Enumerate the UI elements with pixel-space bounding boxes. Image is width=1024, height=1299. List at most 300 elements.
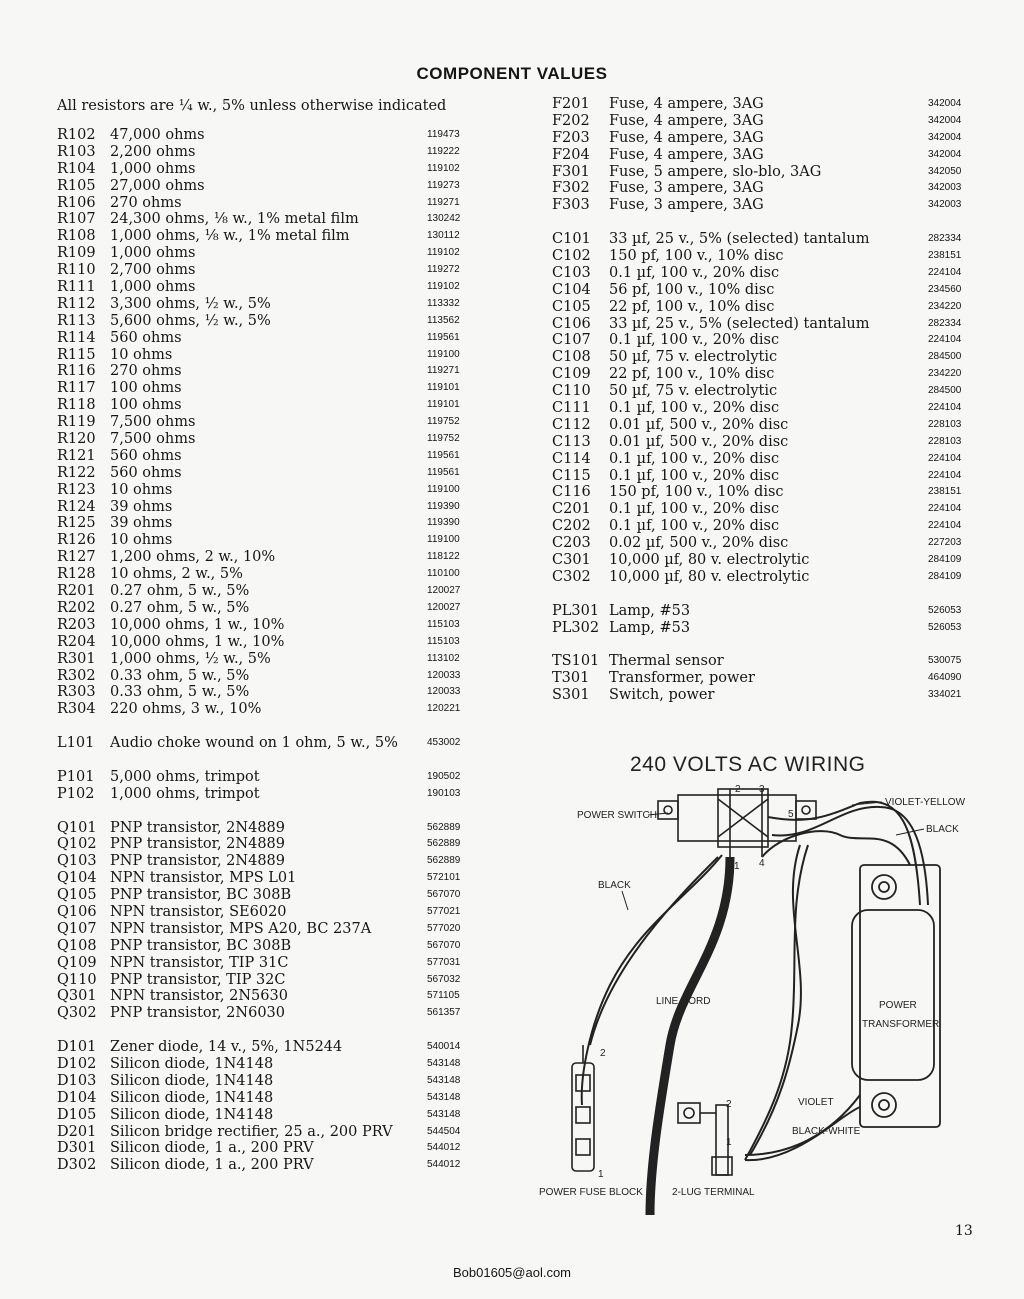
part-ref: R107 <box>57 211 96 228</box>
part-row <box>57 1107 477 1124</box>
part-ref: R108 <box>57 228 96 245</box>
part-desc: PNP transistor, 2N4889 <box>110 836 285 853</box>
part-row <box>57 1005 477 1022</box>
part-desc: Fuse, 4 ampere, 3AG <box>609 112 764 129</box>
part-number: 562889 <box>427 821 461 833</box>
part-row <box>552 518 972 535</box>
part-row <box>57 279 477 296</box>
part-number: 130242 <box>427 213 461 225</box>
part-ref: D102 <box>57 1055 97 1072</box>
part-desc: PNP transistor, 2N4889 <box>110 853 285 870</box>
part-number: 130112 <box>427 230 460 242</box>
part-number: 228103 <box>928 418 962 430</box>
part-desc: 150 pf, 100 v., 10% disc <box>609 484 784 501</box>
part-number: 224104 <box>928 503 962 515</box>
part-desc: 1,200 ohms, 2 w., 10% <box>110 549 276 566</box>
part-number: 119272 <box>427 264 460 276</box>
part-desc: Fuse, 4 ampere, 3AG <box>609 96 764 112</box>
part-row <box>57 414 477 431</box>
part-row <box>57 363 477 380</box>
part-ref: D104 <box>57 1089 97 1106</box>
part-number: 119561 <box>427 331 460 343</box>
part-number: 115103 <box>427 635 460 647</box>
part-desc: Audio choke wound on 1 ohm, 5 w., 5% <box>110 735 398 752</box>
part-ref: C102 <box>552 248 591 265</box>
part-row <box>57 127 477 144</box>
part-ref: R111 <box>57 279 96 296</box>
part-ref: R127 <box>57 549 96 566</box>
part-row <box>552 383 972 400</box>
part-desc: 24,300 ohms, ⅛ w., 1% metal film <box>110 211 359 228</box>
part-ref: D201 <box>57 1123 97 1140</box>
part-ref: R202 <box>57 599 96 616</box>
part-number: 119100 <box>427 348 460 360</box>
part-ref: R125 <box>57 515 96 532</box>
part-ref: Q102 <box>57 836 97 853</box>
part-desc: 560 ohms <box>110 464 182 481</box>
part-ref: F202 <box>552 112 590 129</box>
fuse-block-pin-2: 2 <box>600 1048 606 1059</box>
part-ref: C301 <box>552 552 591 569</box>
part-desc: 3,300 ohms, ½ w., 5% <box>110 295 271 312</box>
part-number: 119101 <box>427 382 460 394</box>
part-ref: C203 <box>552 535 591 552</box>
part-row <box>57 904 477 921</box>
part-row <box>57 583 477 600</box>
part-ref: R123 <box>57 481 96 498</box>
power-fuse-block <box>572 1045 594 1171</box>
part-row <box>57 144 477 161</box>
part-number: 113562 <box>427 314 460 326</box>
part-ref: C109 <box>552 366 591 383</box>
part-row <box>552 451 972 468</box>
part-desc: 0.27 ohm, 5 w., 5% <box>110 583 250 600</box>
part-ref: R117 <box>57 380 96 397</box>
part-row <box>57 988 477 1005</box>
part-row <box>552 265 972 282</box>
part-ref: D103 <box>57 1072 97 1089</box>
part-desc: 150 pf, 100 v., 10% disc <box>609 248 784 265</box>
part-ref: R110 <box>57 262 96 279</box>
twisted-wire-to-lug <box>745 845 860 1160</box>
label-black-top: BLACK <box>926 824 959 835</box>
switch-pin-4: 4 <box>759 858 765 869</box>
label-power-switch: POWER SWITCH <box>577 810 657 821</box>
two-lug-terminal <box>678 1103 732 1175</box>
part-number: 284500 <box>928 385 962 397</box>
part-ref: Q104 <box>57 870 97 887</box>
part-desc: 39 ohms <box>110 498 173 515</box>
part-row <box>552 316 972 333</box>
part-desc: PNP transistor, BC 308B <box>110 887 292 904</box>
part-number: 526053 <box>928 621 962 633</box>
part-row <box>57 178 477 195</box>
part-row <box>57 211 477 228</box>
part-number: 120033 <box>427 669 461 681</box>
part-desc: 2,200 ohms <box>110 143 196 160</box>
part-row <box>57 955 477 972</box>
part-desc: Fuse, 4 ampere, 3AG <box>609 146 764 163</box>
part-number: 119561 <box>427 449 460 461</box>
part-row <box>57 701 477 718</box>
part-ref: C202 <box>552 518 591 535</box>
page-title: COMPONENT VALUES <box>416 64 608 83</box>
part-desc: 33 µf, 25 v., 5% (selected) tantalum <box>609 231 870 248</box>
part-ref: PL302 <box>552 619 600 636</box>
right-parts-list <box>552 96 972 704</box>
part-row <box>57 296 477 313</box>
part-desc: Fuse, 4 ampere, 3AG <box>609 129 764 146</box>
part-number: 342004 <box>928 148 962 160</box>
part-ref: R120 <box>57 431 96 448</box>
part-number: 119100 <box>427 534 460 546</box>
power-switch <box>658 789 816 857</box>
part-number: 453002 <box>427 737 461 749</box>
part-number: 119390 <box>427 517 460 529</box>
part-desc: PNP transistor, TIP 32C <box>110 971 286 988</box>
part-row <box>552 552 972 569</box>
part-desc: 7,500 ohms <box>110 431 196 448</box>
part-ref: C105 <box>552 298 591 315</box>
part-row <box>57 161 477 178</box>
part-row <box>552 248 972 265</box>
part-desc: Zener diode, 14 v., 5%, 1N5244 <box>110 1039 343 1056</box>
part-number: 544504 <box>427 1125 461 1137</box>
part-desc: 0.1 µf, 100 v., 20% disc <box>609 264 780 281</box>
part-desc: 10 ohms <box>110 532 173 549</box>
part-ref: R112 <box>57 295 96 312</box>
part-row <box>552 535 972 552</box>
switch-pin-2: 2 <box>735 784 741 795</box>
part-row <box>57 972 477 989</box>
part-row <box>57 921 477 938</box>
part-number: 119752 <box>427 433 460 445</box>
label-black-white: BLACK-WHITE <box>792 1126 861 1137</box>
part-row <box>57 465 477 482</box>
part-desc: 47,000 ohms <box>110 127 205 143</box>
part-row <box>57 1073 477 1090</box>
part-number: 530075 <box>928 655 962 667</box>
part-number: 282334 <box>928 233 962 245</box>
switch-pin-1: 1 <box>734 861 740 872</box>
part-number: 119102 <box>427 247 460 259</box>
part-row <box>57 651 477 668</box>
part-ref: C114 <box>552 450 591 467</box>
label-power-transformer-2: TRANSFORMER <box>862 1019 940 1030</box>
part-desc: NPN transistor, 2N5630 <box>110 988 288 1005</box>
part-row <box>552 197 972 214</box>
part-desc: 1,000 ohms <box>110 245 196 262</box>
part-number: 224104 <box>928 452 962 464</box>
part-row <box>57 1140 477 1157</box>
part-ref: R119 <box>57 414 96 431</box>
part-number: 119271 <box>427 196 460 208</box>
part-number: 544012 <box>427 1142 461 1154</box>
part-row <box>552 484 972 501</box>
part-desc: 0.33 ohm, 5 w., 5% <box>110 667 250 684</box>
part-number: 119752 <box>427 416 460 428</box>
part-ref: D302 <box>57 1157 97 1174</box>
part-desc: 100 ohms <box>110 397 182 414</box>
part-desc: 22 pf, 100 v., 10% disc <box>609 298 775 315</box>
part-row <box>552 501 972 518</box>
part-number: 577020 <box>427 922 461 934</box>
part-number: 543148 <box>427 1108 461 1120</box>
part-row <box>552 180 972 197</box>
part-row <box>552 96 972 113</box>
part-number: 577021 <box>427 905 461 917</box>
part-desc: 270 ohms <box>110 363 182 380</box>
part-row <box>57 836 477 853</box>
part-desc: 0.27 ohm, 5 w., 5% <box>110 599 250 616</box>
power-transformer <box>852 865 940 1127</box>
part-row <box>57 786 477 803</box>
list-gap <box>57 803 477 820</box>
part-ref: P102 <box>57 785 95 802</box>
part-row <box>57 853 477 870</box>
part-number: 284109 <box>928 570 962 582</box>
part-row <box>57 617 477 634</box>
part-ref: R115 <box>57 346 96 363</box>
part-row <box>57 549 477 566</box>
part-desc: 1,000 ohms, trimpot <box>110 785 260 802</box>
fuse-block-pin-1: 1 <box>598 1169 604 1180</box>
part-row <box>57 820 477 837</box>
part-desc: PNP transistor, BC 308B <box>110 937 292 954</box>
list-gap <box>552 637 972 654</box>
part-desc: 1,000 ohms, ½ w., 5% <box>110 650 271 667</box>
part-number: 110100 <box>427 568 460 580</box>
part-desc: 0.01 µf, 500 v., 20% disc <box>609 433 789 450</box>
part-row <box>57 887 477 904</box>
part-row <box>552 366 972 383</box>
part-row <box>57 195 477 212</box>
list-gap <box>57 718 477 735</box>
part-desc: 0.1 µf, 100 v., 20% disc <box>609 332 780 349</box>
part-number: 543148 <box>427 1057 461 1069</box>
part-number: 567070 <box>427 939 461 951</box>
part-row <box>57 634 477 651</box>
part-number: 120221 <box>427 703 461 715</box>
part-number: 284109 <box>928 554 962 566</box>
part-row <box>57 870 477 887</box>
part-number: 224104 <box>928 334 962 346</box>
part-desc: 10,000 µf, 80 v. electrolytic <box>609 568 810 585</box>
part-ref: Q301 <box>57 988 97 1005</box>
part-row <box>57 735 477 752</box>
part-desc: 0.33 ohm, 5 w., 5% <box>110 684 250 701</box>
part-ref: F201 <box>552 96 590 112</box>
part-desc: 50 µf, 75 v. electrolytic <box>609 383 778 400</box>
footer-email: Bob01605@aol.com <box>453 1265 571 1280</box>
part-desc: 560 ohms <box>110 329 182 346</box>
part-ref: D101 <box>57 1039 97 1056</box>
list-gap <box>552 214 972 231</box>
switch-pin-3: 3 <box>759 784 765 795</box>
part-number: 567032 <box>427 973 461 985</box>
part-number: 119561 <box>427 466 460 478</box>
part-ref: R121 <box>57 447 96 464</box>
part-number: 190502 <box>427 770 461 782</box>
part-desc: NPN transistor, MPS L01 <box>110 870 297 887</box>
part-ref: F203 <box>552 129 590 146</box>
part-desc: Switch, power <box>609 687 715 704</box>
twisted-wire-pair <box>762 802 928 905</box>
part-desc: Silicon diode, 1 a., 200 PRV <box>110 1157 314 1174</box>
part-desc: Thermal sensor <box>609 653 724 670</box>
part-ref: R302 <box>57 667 96 684</box>
part-number: 119100 <box>427 483 460 495</box>
part-row <box>57 1056 477 1073</box>
part-row <box>552 299 972 316</box>
part-row <box>57 532 477 549</box>
part-desc: 1,000 ohms, ⅛ w., 1% metal film <box>110 228 350 245</box>
part-desc: Silicon diode, 1N4148 <box>110 1089 274 1106</box>
part-number: 120027 <box>427 585 461 597</box>
part-row <box>57 566 477 583</box>
part-row <box>57 262 477 279</box>
wiring-diagram <box>530 745 990 1215</box>
part-number: 540014 <box>427 1041 461 1053</box>
part-desc: 560 ohms <box>110 447 182 464</box>
part-number: 526053 <box>928 604 962 616</box>
part-number: 227203 <box>928 537 962 549</box>
list-gap <box>57 1022 477 1039</box>
part-desc: Silicon diode, 1N4148 <box>110 1055 274 1072</box>
part-desc: NPN transistor, TIP 31C <box>110 954 289 971</box>
part-number: 234560 <box>928 283 962 295</box>
label-violet: VIOLET <box>798 1097 834 1108</box>
part-ref: C101 <box>552 231 591 248</box>
part-ref: R104 <box>57 160 96 177</box>
part-ref: R114 <box>57 329 96 346</box>
part-desc: Lamp, #53 <box>609 602 691 619</box>
part-number: 577031 <box>427 956 461 968</box>
part-number: 119102 <box>427 162 460 174</box>
part-number: 238151 <box>928 250 962 262</box>
part-ref: C302 <box>552 568 591 585</box>
part-number: 120033 <box>427 686 461 698</box>
part-ref: Q103 <box>57 853 97 870</box>
part-row <box>552 670 972 687</box>
part-row <box>552 231 972 248</box>
label-two-lug-terminal: 2-LUG TERMINAL <box>672 1187 755 1198</box>
part-desc: 7,500 ohms <box>110 414 196 431</box>
lug-pin-1: 1 <box>726 1137 732 1148</box>
part-row <box>552 569 972 586</box>
part-ref: Q107 <box>57 920 97 937</box>
part-ref: R106 <box>57 194 96 211</box>
part-desc: 10,000 ohms, 1 w., 10% <box>110 616 285 633</box>
part-row <box>57 397 477 414</box>
part-number: 120027 <box>427 601 461 613</box>
part-ref: R301 <box>57 650 96 667</box>
list-gap <box>552 586 972 603</box>
label-power-transformer-1: POWER <box>879 1000 917 1011</box>
part-ref: F303 <box>552 197 590 214</box>
part-desc: NPN transistor, MPS A20, BC 237A <box>110 920 372 937</box>
part-desc: Silicon bridge rectifier, 25 a., 200 PRV <box>110 1123 393 1140</box>
part-row <box>57 1039 477 1056</box>
part-number: 562889 <box>427 855 461 867</box>
part-desc: 1,000 ohms <box>110 279 196 296</box>
part-desc: 39 ohms <box>110 515 173 532</box>
part-desc: Fuse, 3 ampere, 3AG <box>609 197 764 214</box>
part-ref: PL301 <box>552 602 600 619</box>
part-desc: 10,000 ohms, 1 w., 10% <box>110 633 285 650</box>
part-number: 544012 <box>427 1159 461 1171</box>
part-ref: Q106 <box>57 903 97 920</box>
part-ref: C112 <box>552 416 591 433</box>
part-row <box>552 332 972 349</box>
part-number: 282334 <box>928 317 962 329</box>
part-number: 342050 <box>928 165 962 177</box>
part-ref: R103 <box>57 143 96 160</box>
part-row <box>57 228 477 245</box>
list-gap <box>57 752 477 769</box>
part-ref: R128 <box>57 566 96 583</box>
part-row <box>57 448 477 465</box>
part-ref: R304 <box>57 701 96 718</box>
part-number: 342003 <box>928 182 962 194</box>
part-ref: Q110 <box>57 971 97 988</box>
part-row <box>552 282 972 299</box>
part-ref: C116 <box>552 484 591 501</box>
part-row <box>552 147 972 164</box>
part-row <box>57 431 477 448</box>
part-ref: C201 <box>552 501 591 518</box>
part-number: 342003 <box>928 199 962 211</box>
part-number: 118122 <box>427 551 460 563</box>
part-ref: F204 <box>552 146 590 163</box>
part-number: 543148 <box>427 1074 461 1086</box>
part-desc: Silicon diode, 1 a., 200 PRV <box>110 1140 314 1157</box>
part-ref: P101 <box>57 768 95 785</box>
part-ref: D301 <box>57 1140 97 1157</box>
part-row <box>57 684 477 701</box>
part-ref: R203 <box>57 616 96 633</box>
part-ref: F301 <box>552 163 590 180</box>
part-desc: 270 ohms <box>110 194 182 211</box>
part-desc: 27,000 ohms <box>110 177 205 194</box>
part-desc: Silicon diode, 1N4148 <box>110 1072 274 1089</box>
part-desc: 5,600 ohms, ½ w., 5% <box>110 312 271 329</box>
part-row <box>552 417 972 434</box>
part-number: 234220 <box>928 300 962 312</box>
part-ref: R113 <box>57 312 96 329</box>
part-number: 224104 <box>928 402 962 414</box>
part-row <box>57 769 477 786</box>
part-number: 190103 <box>427 787 461 799</box>
part-row <box>57 600 477 617</box>
part-row <box>57 482 477 499</box>
part-number: 562889 <box>427 838 461 850</box>
line-cord <box>582 855 730 1215</box>
part-number: 342004 <box>928 114 962 126</box>
part-desc: 10 ohms, 2 w., 5% <box>110 566 243 583</box>
part-number: 284500 <box>928 351 962 363</box>
part-row <box>57 380 477 397</box>
part-row <box>552 687 972 704</box>
part-desc: 0.01 µf, 500 v., 20% disc <box>609 416 789 433</box>
label-black-left: BLACK <box>598 880 631 891</box>
part-ref: R109 <box>57 245 96 262</box>
part-ref: Q105 <box>57 887 97 904</box>
part-row <box>552 164 972 181</box>
part-number: 119102 <box>427 281 460 293</box>
part-row <box>57 938 477 955</box>
part-desc: 5,000 ohms, trimpot <box>110 768 260 785</box>
